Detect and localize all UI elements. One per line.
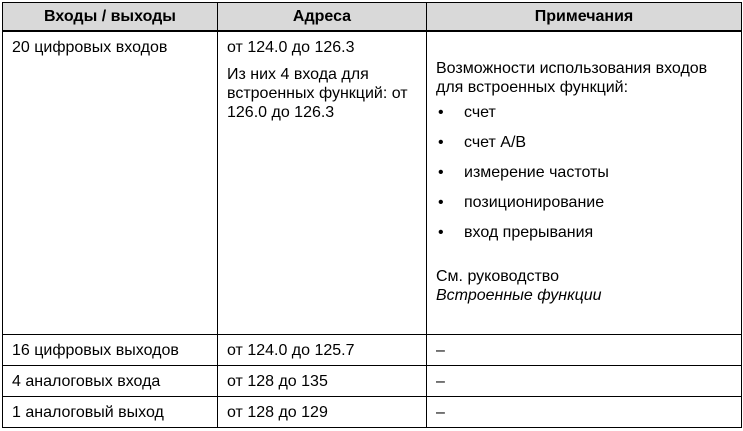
bullet-icon: • — [438, 193, 444, 211]
list-item — [436, 193, 733, 223]
function-label: позиционирование — [464, 193, 605, 211]
bullet-icon: • — [438, 133, 444, 151]
address-range: от 124.0 до 125.7 — [227, 342, 355, 359]
io-address-table — [2, 2, 742, 428]
io-cell — [3, 335, 218, 366]
header-addresses: Адреса — [218, 3, 427, 31]
address-builtin-note: Из них 4 входа для встроенных функций: от 126.0 до 126.3 — [227, 65, 408, 121]
io-label: 4 аналоговых входа — [12, 373, 161, 390]
address-range: от 124.0 до 126.3 — [227, 38, 355, 56]
address-cell — [218, 31, 427, 335]
io-label: 16 цифровых выходов — [12, 342, 179, 359]
list-item — [436, 223, 733, 253]
list-item — [436, 133, 733, 163]
address-cell — [218, 397, 427, 428]
io-label: 20 цифровых входов — [12, 38, 168, 56]
header-notes: Примечания — [427, 3, 742, 31]
function-label: измерение частоты — [464, 163, 609, 181]
list-item — [436, 163, 733, 193]
table-row — [3, 397, 742, 428]
list-item — [436, 103, 733, 133]
bullet-icon: • — [438, 103, 444, 121]
function-label: счет A/B — [464, 133, 527, 151]
see-manual-prefix: См. руководство — [436, 267, 559, 285]
notes-cell — [427, 397, 742, 428]
address-cell — [218, 335, 427, 366]
notes-intro: Возможности использования входов для встроенных функций: — [436, 59, 708, 96]
table-header-row — [3, 3, 742, 31]
io-cell — [3, 31, 218, 335]
notes-text: – — [436, 373, 445, 390]
header-io: Входы / выходы — [3, 3, 218, 31]
function-label: счет — [464, 103, 496, 121]
io-cell — [3, 366, 218, 397]
bullet-icon: • — [438, 223, 444, 241]
io-label: 1 аналоговый выход — [12, 404, 164, 421]
notes-cell — [427, 335, 742, 366]
table-row — [3, 335, 742, 366]
notes-text: – — [436, 342, 445, 359]
notes-cell — [427, 31, 742, 335]
notes-cell — [427, 366, 742, 397]
function-label: вход прерывания — [464, 223, 594, 241]
table-row — [3, 31, 742, 335]
builtin-function-list — [436, 103, 733, 253]
address-range: от 128 до 135 — [227, 373, 328, 390]
address-cell — [218, 366, 427, 397]
notes-text: – — [436, 404, 445, 421]
address-range: от 128 до 129 — [227, 404, 328, 421]
table-row — [3, 366, 742, 397]
io-cell — [3, 397, 218, 428]
see-manual-note — [436, 267, 733, 305]
manual-reference: Встроенные функции — [436, 286, 602, 304]
bullet-icon: • — [438, 163, 444, 181]
